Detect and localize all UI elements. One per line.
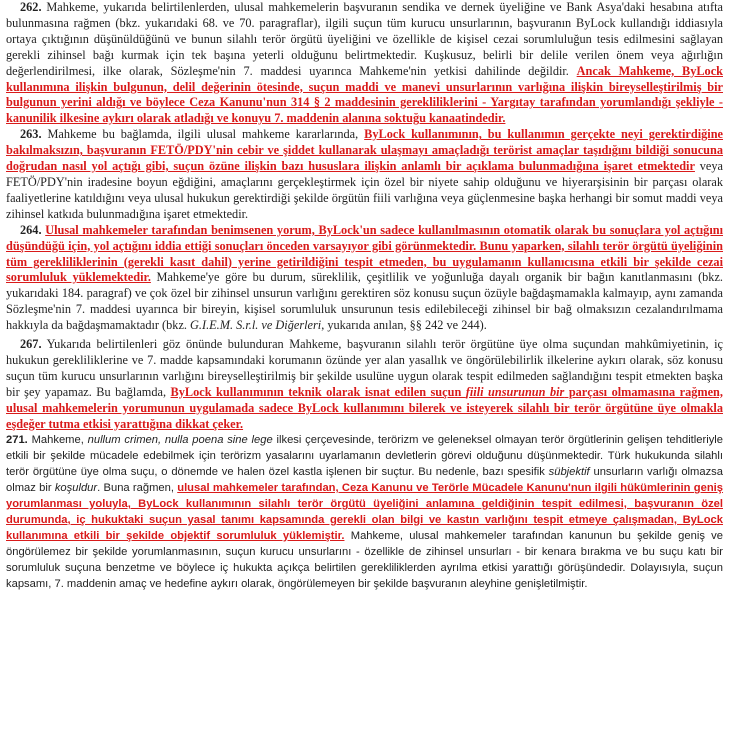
highlighted-text: ulusal mahkemeler tarafından, Ceza Kanunu ve Terörle Mücadele Kanunu'nun ilgili hükümlerinin geniş yorumlanması yoluyla, ByLock kullanımının silahlı terör örgütü üyeliğini anlamına geldiğinin tespit edilmesi, başvuranın özel durumunda, iç hukuktaki suçun yasal tanımı kapsamında gerekli olan bilgi ve kastın varlığını tespit etmeye çalışmadan, ByLock kullanımına etkili bir şekilde objektif sorumluluk yüklemiştir. (6, 482, 723, 542)
paragraph-text: unsurların varlığı olmazsa olmaz bir (6, 466, 723, 495)
paragraph-264 (6, 223, 723, 334)
paragraph-number: 267. (20, 337, 42, 352)
paragraph-number: 263. (20, 127, 42, 142)
paragraph-text: , yukarıda anılan, §§ 242 ve 244). (321, 318, 487, 333)
paragraph-number: 271. (6, 434, 28, 447)
paragraph-267 (6, 337, 723, 432)
paragraph-text: Mahkeme'ye göre bu durum, süreklilik, çeşitlilik ve yoğunluğa dayalı organik bir bağın kanıtlanmasını (bkz. yukarıdaki 184. paragraf) ve çok özel bir zihinsel unsurun varlığını gerektiren söz konusu suçun özüyle bağdaşmamakla kalmayıp, aynı zamanda Sözleşme'nin 7. maddesi uyarınca bir bireyin, kişisel sorumluluk unsurunun tesis edilebileceği zihinsel bir bağ olmaksızın cezalandırılmama hakkıyla da bağdaşmamaktadır (bkz. (6, 270, 723, 333)
highlighted-text: ByLock kullanımının, bu kullanımın gerçekte neyi gerektirdiğine bakılmaksızın, başvuranın FETÖ/PDY'nin cebir ve şiddet kullanarak ulaşmayı amaçladığı terörist amaçlar taşıdığını bildiği sonucuna doğrudan nasıl yol açtığı gibi, suçun özüne ilişkin bazı hususlara ilişkin anlamlı bir açıklama bulunmadığına işaret etmektedir (6, 127, 723, 174)
paragraph-text: Mahkeme, yukarıda belirtilenlerden, ulusal mahkemelerin başvuranın sendika ve dernek üyeliğine ve Bank Asya'daki hesabına atıfta bulunmasına rağmen (bkz. yukarıdaki 68. ve 70. paragraflar), ilgili suçun tüm kurucu unsurlarının, başvuranın ByLock kullandığı iddiasıyla ortaya çıktığının düşünüldüğünü ve bunun silahlı terör örgütü üyeliğini ve özellikle de kişisel cezai sorumluluğun tesis edilmesini sağlayan gerekli zihinsel bağı kurmak için tek başına yeterli olduğunu belirtmektedir. Kuşkusuz, belirli bir delile verilen önem veya ağırlığın değerlendirilmesi, ilke olarak, Sözleşme'nin 7. maddesi uyarınca Mahkeme'nin yetkisi dahilinde değildir. (6, 0, 723, 78)
paragraph-text: ilkesi çerçevesinde, terörizm ve geleneksel olmayan terör örgütlerinin gelişen tehditleriyle etkili bir şekilde mücadele edebilmek için terörizm yasalarını uyarlamanın devletlerin görevi olduğunu düşünmektedir. Türk hukukunda silahlı terör örgütüne üye olma suçu, o dönemde ve halen özel kastla işlenen bir suçtur. Bu nedenle, bazı spesifik (6, 434, 724, 479)
latin-maxim: nullum crimen, nulla poena sine lege (87, 434, 273, 447)
paragraph-number: 264. (20, 222, 42, 237)
italic-term: sübjektif (548, 466, 590, 479)
paragraph-text: Mahkeme, (27, 434, 88, 447)
highlighted-text: parçası olmamasına rağmen, ulusal mahkemelerin yorumunun uygulamada sadece ByLock kullanımını bilerek ve isteyerek silahlı bir terör örgütüne üye olmakla eşdeğer tutma etkisi yarattığına dikkat çeker. (6, 384, 723, 431)
paragraph-263 (6, 127, 723, 222)
paragraph-text: Mahkeme, ulusal mahkemeler tarafından kanunun bu şekilde geniş ve öngörülemez bir şekilde yorumlanmasının, suçun kurucu unsurlarını - özellikle de zihinsel unsurları - bir kenara bırakma ve bu suçu katı bir sorumluluk suçuna benzetme ve böylece iç hukukta açıkça belirtilen gerekliliklerden ayrılma etkisi yarattığı görüşündedir. Dolayısıyla, suçun kapsamı, 7. maddenin amaç ve hedefine aykırı olarak, öngörülemeyen bir şekilde başvuranın aleyhine genişletilmiştir. (6, 529, 723, 590)
paragraph-text: veya FETÖ/PDY'nin iradesine boyun eğdiğini, amaçlarını gerçekleştirmek için özel bir niyete sahip olduğunu ve hiyerarşisinin bir parçası olarak faaliyetlerine katıldığını veya ulusal hukukun gerektirdiği şekilde örgütün fiili varlığına veya güçlenmesine başka herhangi bir somut maddi veya zihinsel katkıda bulunmadığına işaret etmektedir. (6, 159, 723, 221)
paragraph-text: . Buna rağmen, (97, 482, 178, 495)
highlighted-text: ByLock kullanımının teknik olarak isnat edilen suçun (170, 384, 466, 399)
paragraph-text: Mahkeme bu bağlamda, ilgili ulusal mahkeme kararlarında, (41, 127, 365, 142)
highlighted-italic-text: fiili unsurunun bir (465, 384, 565, 399)
paragraph-number: 262. (20, 0, 42, 14)
paragraph-262 (6, 0, 723, 127)
highlighted-text: Ancak Mahkeme, ByLock kullanımına ilişkin bulgunun, delil değerinin ötesinde, suçun maddi ve manevi unsurlarının varlığına ilişkin bireyselleştirilmiş bir bulgunun yerini aldığı ve böylece Ceza Kanunu'nun 314 § 2 maddesinin gerekliliklerini - Yargıtay tarafından yorumlandığı şekliyle - kanunilik ilkesine aykırı olarak atladığı ve konuyu 7. maddenin alanına soktuğu kanaatindedir. (6, 63, 723, 126)
paragraph-271 (6, 433, 723, 592)
italic-term: koşuldur (54, 482, 98, 495)
highlighted-text: Ulusal mahkemeler tarafından benimsenen yorum, ByLock'un sadece kullanılmasının otomatik olarak bu sonuçlara yol açtığını düşündüğü için, yol açtığını iddia ettiği sonuçları önceden varsayıyor gibi görünmektedir. Bunu yaparken, silahlı terör örgütü üyeliğinin tüm gerekliliklerinin (gerekli kasıt dahil) yerine getirildiğini tespit etmeden, bu uygulamanın kullanıcısına etkili bir şekilde cezai sorumluluk yüklemektedir. (6, 222, 723, 285)
case-citation: G.I.E.M. S.r.l. ve Diğerleri (190, 318, 322, 333)
paragraph-text: Yukarıda belirtilenleri göz önünde bulunduran Mahkeme, başvuranın silahlı terör örgütüne üye olma suçundan mahkûmiyetinin, iç hukukun gerekliliklerine ve 7. madde kapsamındaki korumanın özünde yer alan yasallık ve öngörülebilirlik ilkelerine aykırı olarak, söz konusu suçun tüm kurucu unsurlarının varlığını bireyselleştirilmiş bir şekilde usulüne uygun olarak tespit edilmeden sağlandığını tespit etmekten başka bir şey yapamaz. Bu bağlamda, (6, 337, 723, 399)
